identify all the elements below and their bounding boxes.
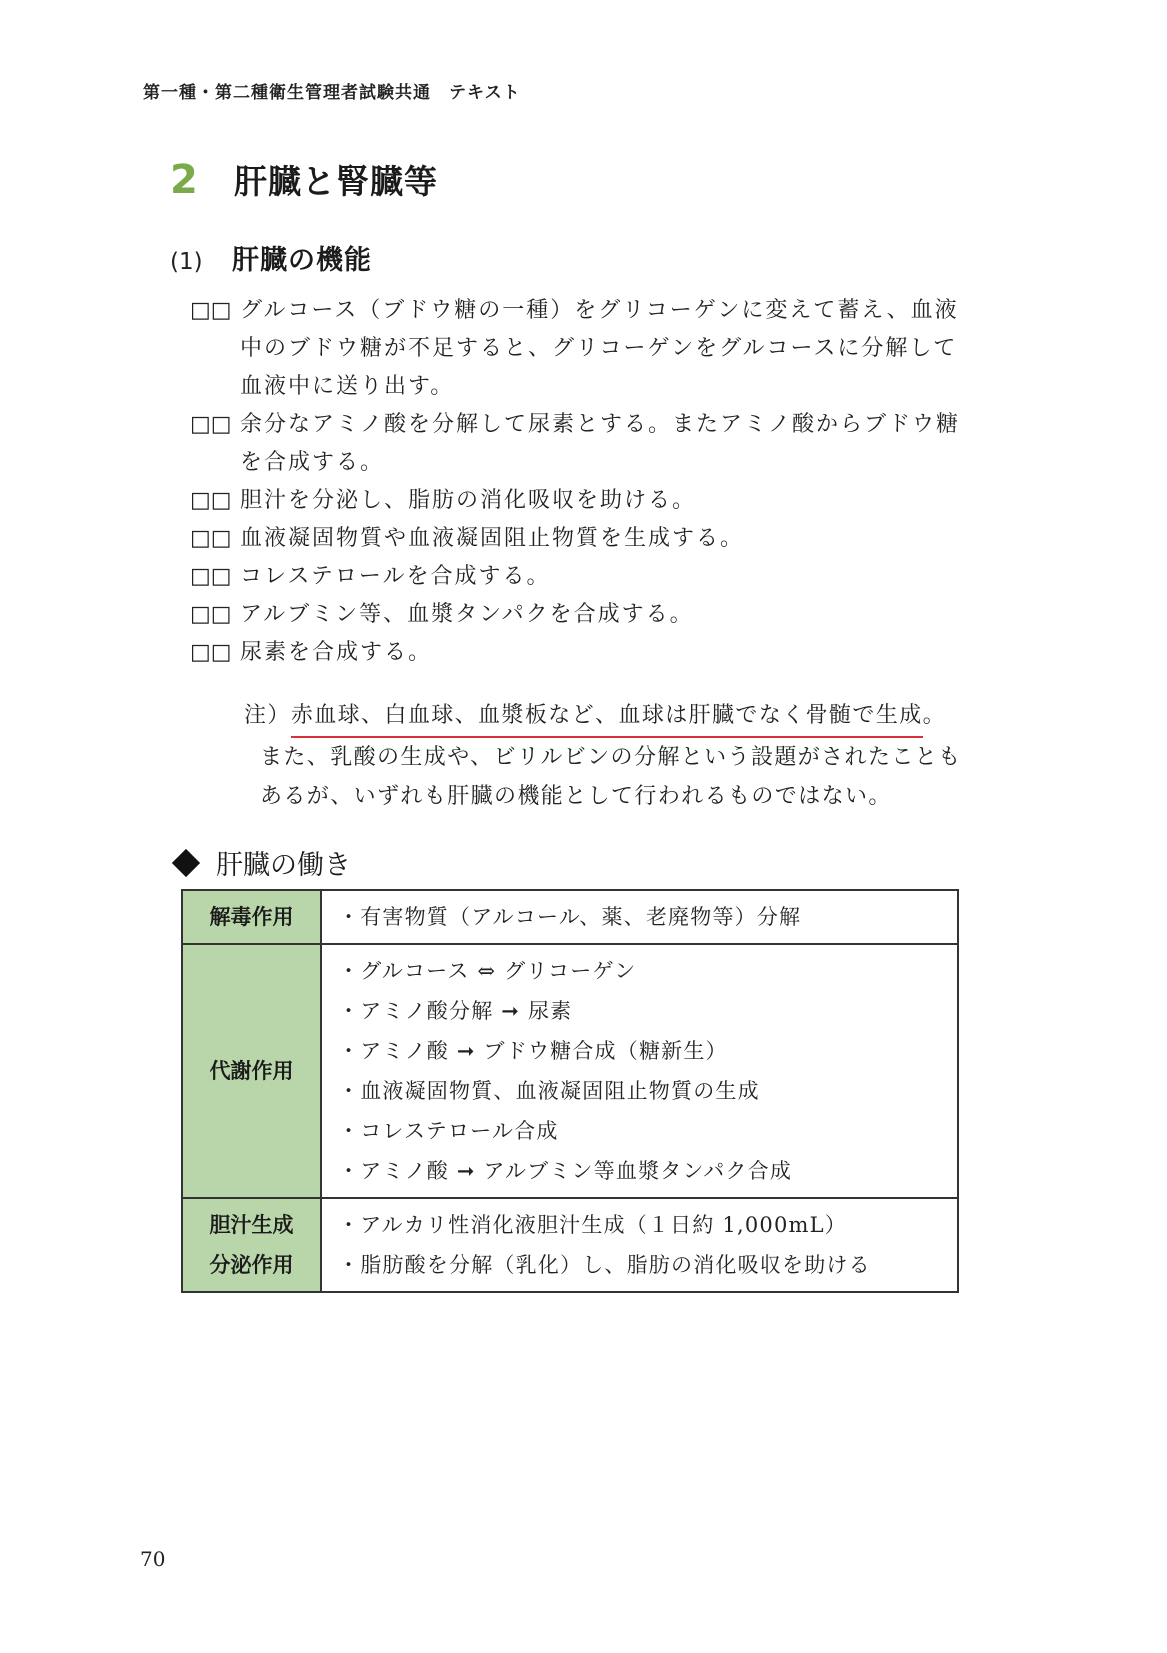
row-line: ・アミノ酸 ➞ アルブミン等血漿タンパク合成 <box>338 1159 793 1183</box>
row-label-text: 解毒作用 <box>209 905 294 929</box>
list-item-text <box>240 406 1010 482</box>
list-item-text <box>240 634 1010 672</box>
row-label-text: 分泌作用 <box>209 1253 294 1277</box>
row-content <box>321 1198 958 1292</box>
row-line: ・アルカリ性消化液胆汁生成（１日約 1,000mL） <box>338 1213 848 1237</box>
subsection-heading: 肝臓の機能 <box>232 245 372 276</box>
section-number: 2 <box>170 157 198 203</box>
row-line: ・コレステロール合成 <box>338 1119 559 1143</box>
row-label-text: 代謝作用 <box>209 1059 294 1083</box>
list-item-text <box>240 292 1010 406</box>
liver-function-table <box>181 889 959 1293</box>
row-label <box>182 890 321 944</box>
note-label: 注） <box>244 703 291 728</box>
text-line: グルコース（ブドウ糖の一種）をグリコーゲンに変えて蓄え、血液 <box>240 298 959 323</box>
text-line: 尿素を合成する。 <box>240 640 433 665</box>
text-line: 中のブドウ糖が不足すると、グリコーゲンをグルコースに分解して <box>240 336 958 361</box>
list-item <box>190 558 1010 596</box>
text-line: コレステロールを合成する。 <box>240 564 551 589</box>
checkbox-icon: □□ <box>190 564 232 589</box>
text-line: 血液凝固物質や血液凝固阻止物質を生成する。 <box>240 526 745 551</box>
checkbox-icon: □□ <box>190 488 232 513</box>
table-heading-text: 肝臓の働き <box>216 850 351 881</box>
text-line: を合成する。 <box>240 450 385 475</box>
liver-function-list <box>190 292 1010 672</box>
section-heading: 肝臓と腎臓等 <box>234 162 438 201</box>
note-line: また、乳酸の生成や、ビリルビンの分解という設題がされたことも <box>260 745 962 770</box>
row-label <box>182 1198 321 1292</box>
table-row <box>182 890 958 944</box>
subsection-number: (1) <box>170 249 203 275</box>
row-line: ・脂肪酸を分解（乳化）し、脂肪の消化吸収を助ける <box>338 1253 871 1277</box>
row-line: ・有害物質（アルコール、薬、老廃物等）分解 <box>338 905 802 929</box>
running-header: 第一種・第二種衛生管理者試験共通 テキスト <box>143 83 521 103</box>
list-item <box>190 634 1010 672</box>
text-line: 胆汁を分泌し、脂肪の消化吸収を助ける。 <box>240 488 697 513</box>
row-line: ・アミノ酸分解 ➞ 尿素 <box>338 999 573 1023</box>
list-item <box>190 292 1010 406</box>
row-content <box>321 890 958 944</box>
table-row <box>182 944 958 1198</box>
row-line: ・アミノ酸 ➞ ブドウ糖合成（糖新生） <box>338 1039 728 1063</box>
row-label-text: 胆汁生成 <box>209 1213 294 1237</box>
list-item-text <box>240 482 1010 520</box>
section-title <box>170 156 438 203</box>
list-item <box>190 406 1010 482</box>
subsection-title <box>170 238 372 277</box>
note-line: あるが、いずれも肝臓の機能として行われるものではない。 <box>260 784 892 809</box>
text-line: 血液中に送り出す。 <box>240 374 455 399</box>
diamond-bullet-icon <box>172 848 200 876</box>
list-item <box>190 482 1010 520</box>
note-period: 。 <box>922 703 947 728</box>
row-line: ・血液凝固物質、血液凝固阻止物質の生成 <box>338 1079 760 1103</box>
list-item <box>190 596 1010 634</box>
table-heading <box>170 843 351 882</box>
text-line: アルブミン等、血漿タンパクを合成する。 <box>240 602 694 627</box>
table-row <box>182 1198 958 1292</box>
note-block <box>244 696 1004 816</box>
row-content <box>321 944 958 1198</box>
checkbox-icon: □□ <box>190 298 232 323</box>
checkbox-icon: □□ <box>190 602 232 627</box>
note-underlined-text: 赤血球、白血球、血漿板など、血球は肝臓でなく骨髄で生成 <box>291 696 923 738</box>
list-item-text <box>240 596 1010 634</box>
row-label <box>182 944 321 1198</box>
row-line: ・グルコース ⇔ グリコーゲン <box>338 959 637 983</box>
page-number: 70 <box>140 1547 166 1571</box>
checkbox-icon: □□ <box>190 526 232 551</box>
list-item-text <box>240 558 1010 596</box>
checkbox-icon: □□ <box>190 640 232 665</box>
checkbox-icon: □□ <box>190 412 232 437</box>
list-item-text <box>240 520 1010 558</box>
list-item <box>190 520 1010 558</box>
text-line: 余分なアミノ酸を分解して尿素とする。またアミノ酸からブドウ糖 <box>240 412 961 437</box>
